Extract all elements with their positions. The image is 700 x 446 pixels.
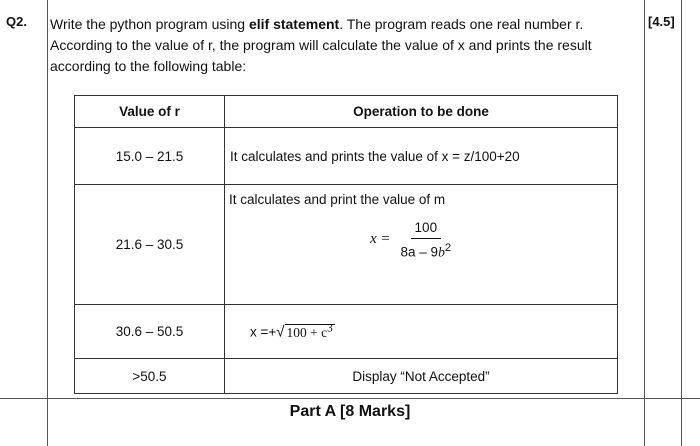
part-heading: Part A [8 Marks] — [289, 403, 411, 420]
table-row — [75, 128, 618, 185]
right-outer-line — [681, 0, 682, 446]
denominator: $8a - 9b^2$ — [400, 241, 452, 259]
header-value: Value of r — [75, 96, 225, 128]
operations-table — [74, 95, 618, 394]
left-margin-line — [47, 0, 48, 446]
range-cell: 15.0 – 21.5 — [75, 128, 225, 185]
operation-cell: x =+√ $100 + c^3$ — [225, 305, 618, 359]
formula-lhs: x = — [370, 231, 391, 248]
section-divider — [0, 398, 700, 399]
table-row — [75, 359, 618, 394]
range-cell: 21.6 – 30.5 — [75, 185, 225, 305]
question-marks: [4.5] — [648, 14, 675, 29]
operation-cell: Display “Not Accepted” — [225, 359, 618, 394]
operation-cell: It calculates and prints the value of x = z/100+20 — [225, 128, 618, 185]
header-operation: Operation to be done — [225, 96, 618, 128]
operation-text: It calculates and print the value of m — [229, 191, 446, 207]
range-cell: >50.5 — [75, 359, 225, 394]
table-row — [75, 305, 618, 359]
question-text: Write the python program using elif statement. The program reads one real number r. According to the value of r, the program will calculate the value of x and prints the result according to the following table: — [50, 16, 592, 74]
numerator: 100 — [411, 220, 442, 239]
table-header-row — [75, 96, 618, 128]
range-cell: 30.6 – 50.5 — [75, 305, 225, 359]
operation-cell — [225, 185, 618, 305]
fraction-formula — [370, 220, 455, 261]
table-row — [75, 185, 618, 305]
sqrt-icon: √ — [276, 323, 285, 341]
radicand: $100 + c^3$ — [286, 322, 333, 340]
question-bold: elif statement — [248, 16, 340, 32]
right-margin-line — [644, 0, 645, 446]
question-number: Q2. — [6, 14, 27, 29]
